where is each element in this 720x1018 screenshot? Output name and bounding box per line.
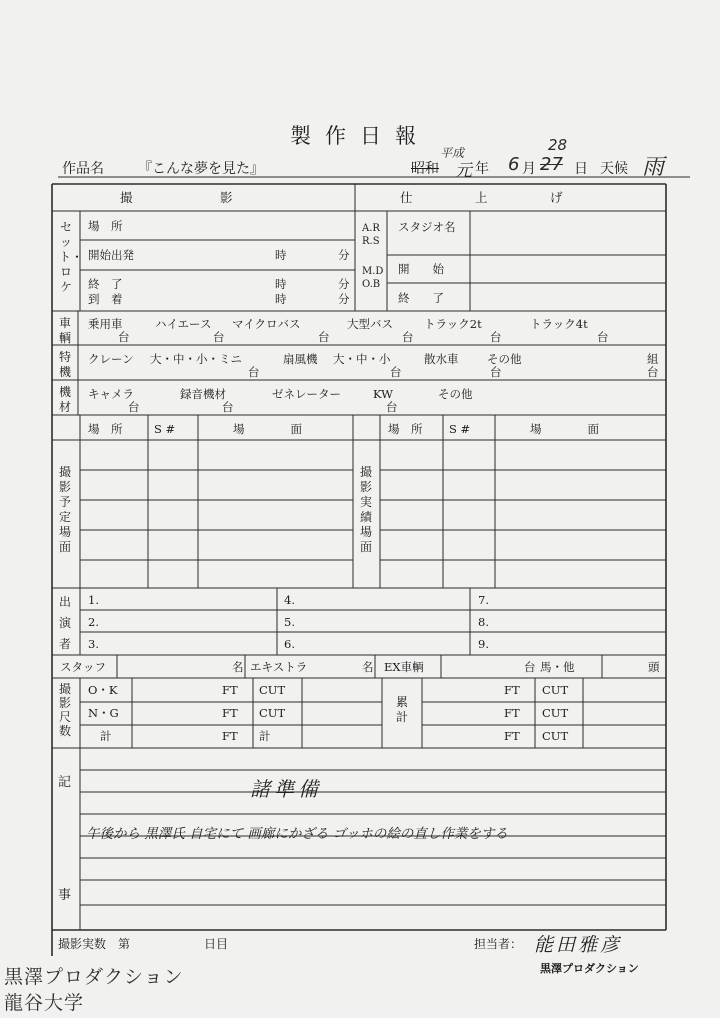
days-label: 撮影実数 第 bbox=[58, 937, 131, 951]
cum-total-cut: CUT bbox=[542, 729, 569, 743]
cast-4: 4. bbox=[284, 593, 295, 607]
days-unit: 日目 bbox=[204, 937, 229, 951]
equipment-label: 機材 bbox=[58, 385, 71, 414]
finishing-header: 仕 上 げ bbox=[400, 190, 563, 205]
cast-2: 2. bbox=[88, 615, 99, 629]
equipment-other: その他 bbox=[438, 387, 473, 401]
cum-ng-cut: CUT bbox=[542, 706, 569, 720]
company-name: 黒澤プロダクション bbox=[540, 962, 639, 975]
vehicle-unit-1: 台 bbox=[118, 330, 130, 344]
person-label: 担当者： bbox=[474, 937, 523, 951]
depart-hour-unit: 時 bbox=[275, 248, 287, 262]
staff-label: スタッフ bbox=[60, 660, 106, 674]
cast-6: 6. bbox=[284, 637, 295, 651]
vehicle-truck4: トラック4t bbox=[530, 317, 588, 331]
planned-scenes-label: 撮影予定場面 bbox=[58, 465, 71, 554]
person-name: 能田雅彦 bbox=[534, 934, 623, 956]
equipment-unit-3: 台 bbox=[386, 400, 398, 414]
cumulative-label: 累計 bbox=[395, 695, 408, 724]
year-label: 年 bbox=[475, 161, 489, 177]
year-value: 元 bbox=[455, 161, 472, 181]
film-label: 撮影尺数 bbox=[58, 682, 71, 738]
cast-1: 1. bbox=[88, 593, 99, 607]
special-water: 散水車 bbox=[424, 352, 459, 366]
end-label: 終 了 bbox=[88, 277, 123, 291]
equipment-camera: キャメラ bbox=[88, 387, 134, 401]
vehicle-bus: 大型バス bbox=[347, 317, 393, 331]
notes-label-ki: 記 bbox=[58, 775, 72, 790]
cum-ng-ft: FT bbox=[504, 706, 520, 720]
vehicle-sedan: 乗用車 bbox=[88, 317, 123, 331]
ex-vehicle-label: EX車輌 bbox=[384, 660, 424, 674]
vehicle-unit-6: 台 bbox=[597, 330, 609, 344]
special-label: 特機 bbox=[58, 350, 71, 379]
end-minute-unit: 分 bbox=[338, 277, 350, 291]
special-unit-1: 台 bbox=[248, 365, 260, 379]
cast-3: 3. bbox=[88, 637, 99, 651]
rs-label: R.S bbox=[362, 236, 380, 247]
special-unit-2: 台 bbox=[390, 365, 402, 379]
vehicle-truck2: トラック2t bbox=[424, 317, 482, 331]
day-original: 27 bbox=[540, 154, 563, 175]
studio-label: スタジオ名 bbox=[398, 220, 456, 234]
finish-label: 終 了 bbox=[398, 291, 444, 305]
extra-label: エキストラ bbox=[250, 660, 308, 674]
era-handwritten: 平成 bbox=[440, 146, 465, 160]
ex-vehicle-unit: 台 bbox=[524, 660, 536, 674]
md-label: M.D bbox=[362, 266, 384, 277]
planned-place-header: 場 所 bbox=[88, 422, 123, 436]
depart-minute-unit: 分 bbox=[338, 248, 350, 262]
day-label: 日 bbox=[574, 161, 588, 177]
film-ng: N・G bbox=[88, 706, 119, 720]
special-unit-3: 台 bbox=[490, 365, 502, 379]
actual-scenes-label: 撮影実績場面 bbox=[359, 465, 372, 554]
work-label: 作品名 bbox=[62, 161, 104, 177]
special-group: 組 bbox=[647, 352, 659, 366]
arrival-label: 到 着 bbox=[88, 292, 123, 306]
special-fan: 扇風機 bbox=[283, 352, 318, 366]
film-ok-cut: CUT bbox=[259, 683, 286, 697]
equipment-unit-2: 台 bbox=[222, 400, 234, 414]
cast-7: 7. bbox=[478, 593, 489, 607]
weather-value: 雨 bbox=[642, 155, 665, 180]
place-label: 場 所 bbox=[88, 219, 123, 233]
vehicle-microbus: マイクロバス bbox=[232, 317, 301, 331]
horse-unit: 頭 bbox=[648, 660, 660, 674]
actual-sno-header: S # bbox=[449, 422, 471, 436]
film-ok: O・K bbox=[88, 683, 118, 697]
film-total: 計 bbox=[100, 729, 112, 743]
equipment-unit-1: 台 bbox=[128, 400, 140, 414]
start-label: 開 始 bbox=[398, 262, 444, 276]
cast-5: 5. bbox=[284, 615, 295, 629]
ar-label: A.R bbox=[362, 223, 380, 234]
day-corrected: 28 bbox=[548, 136, 568, 154]
notes-line-2: 午後から 黒澤氏 自宅にて 画廊にかざる ゴッホの絵の直し作業をする bbox=[86, 826, 508, 842]
planned-sno-header: S # bbox=[154, 422, 176, 436]
vehicle-unit-5: 台 bbox=[490, 330, 502, 344]
cum-total-ft: FT bbox=[504, 729, 520, 743]
set-loc-label: セット・ロケ bbox=[59, 220, 84, 294]
vehicle-unit-4: 台 bbox=[402, 330, 414, 344]
special-crane-sizes: 大・中・小・ミニ bbox=[150, 352, 242, 366]
vehicle-unit-3: 台 bbox=[318, 330, 330, 344]
special-unit-4: 台 bbox=[647, 365, 659, 379]
film-ok-ft: FT bbox=[222, 683, 238, 697]
cast-9: 9. bbox=[478, 637, 489, 651]
month-value: 6 bbox=[508, 154, 520, 175]
equipment-sound: 録音機材 bbox=[180, 387, 226, 401]
special-fan-sizes: 大・中・小 bbox=[333, 352, 391, 366]
notes-line-1: 諸準備 bbox=[250, 777, 322, 801]
staff-unit: 名 bbox=[232, 660, 244, 674]
ob-label: O.B bbox=[362, 279, 381, 290]
actual-scene-header: 場 面 bbox=[530, 422, 599, 436]
cast-label: 出演者 bbox=[58, 595, 71, 651]
era-printed: 昭和 bbox=[411, 161, 439, 177]
cum-ok-cut: CUT bbox=[542, 683, 569, 697]
horse-label: 馬・他 bbox=[540, 660, 575, 674]
month-label: 月 bbox=[522, 161, 536, 177]
cast-8: 8. bbox=[478, 615, 489, 629]
weather-label: 天候 bbox=[600, 161, 628, 177]
departure-label: 開始出発 bbox=[88, 248, 134, 262]
special-crane: クレーン bbox=[88, 352, 134, 366]
vehicle-hiace: ハイエース bbox=[155, 317, 212, 331]
work-title: 『こんな夢を見た』 bbox=[138, 161, 264, 177]
form-title: 製作日報 bbox=[290, 124, 430, 148]
shooting-header: 撮 影 bbox=[120, 190, 233, 205]
watermark-company: 黒澤プロダクション bbox=[4, 966, 184, 988]
equipment-kw: KW bbox=[373, 387, 394, 401]
end-hour-unit: 時 bbox=[275, 277, 287, 291]
film-total-ft: FT bbox=[222, 729, 238, 743]
extra-unit: 名 bbox=[362, 660, 374, 674]
cum-ok-ft: FT bbox=[504, 683, 520, 697]
watermark-university: 龍谷大学 bbox=[4, 992, 85, 1014]
film-ng-ft: FT bbox=[222, 706, 238, 720]
actual-place-header: 場 所 bbox=[388, 422, 423, 436]
arrival-minute-unit: 分 bbox=[338, 292, 350, 306]
vehicles-label: 車輌 bbox=[58, 316, 71, 345]
arrival-hour-unit: 時 bbox=[275, 292, 287, 306]
film-ng-cut: CUT bbox=[259, 706, 286, 720]
planned-scene-header: 場 面 bbox=[233, 422, 302, 436]
vehicle-unit-2: 台 bbox=[213, 330, 225, 344]
special-other: その他 bbox=[487, 352, 522, 366]
film-total-cut: 計 bbox=[259, 729, 271, 743]
equipment-generator: ゼネレーター bbox=[272, 387, 341, 401]
notes-label-ji: 事 bbox=[58, 888, 72, 903]
